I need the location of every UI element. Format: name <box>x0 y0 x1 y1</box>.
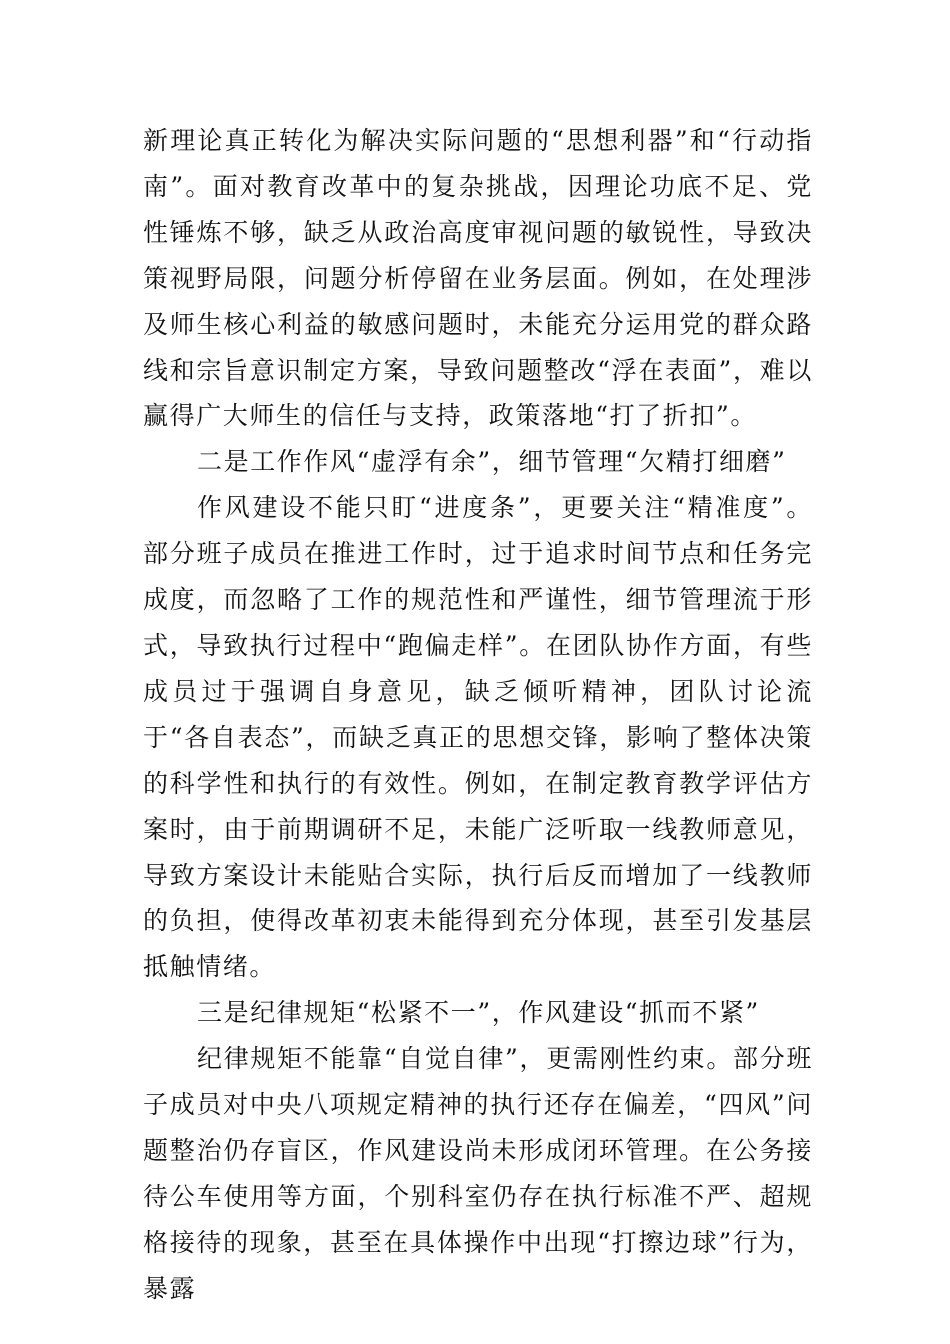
section-heading-2: 二是工作作风“虚浮有余”，细节管理“欠精打细磨” <box>197 447 787 477</box>
paragraph-section-3: 纪律规矩不能靠“自觉自律”，更需刚性约束。部分班子成员对中央八项规定精神的执行还存在偏差，“四风”问题整治仍存盲区，作风建设尚未形成闭环管理。在公务接待公车使用等方面，个别科室仍存在执行标准不严、超规格接待的现象，甚至在具体操作中出现“打擦边球”行为，暴露 <box>143 1044 813 1303</box>
paragraph-section-2: 作风建设不能只盯“进度条”，更要关注“精准度”。部分班子成员在推进工作时，过于追求时间节点和任务完成度，而忽略了工作的规范性和严谨性，细节管理流于形式，导致执行过程中“跑偏走样”。在团队协作方面，有些成员过于强调自身意见，缺乏倾听精神，团队讨论流于“各自表态”，而缺乏真正的思想交锋，影响了整体决策的科学性和执行的有效性。例如，在制定教育教学评估方案时，由于前期调研不足，未能广泛听取一线教师意见，导致方案设计未能贴合实际，执行后反而增加了一线教师的负担，使得改革初衷未能得到充分体现，甚至引发基层抵触情绪。 <box>143 493 813 982</box>
document-body <box>143 118 813 1312</box>
paragraph-continued: 新理论真正转化为解决实际问题的“思想利器”和“行动指南”。面对教育改革中的复杂挑战，因理论功底不足、党性锤炼不够，缺乏从政治高度审视问题的敏锐性，导致决策视野局限，问题分析停留在业务层面。例如，在处理涉及师生核心利益的敏感问题时，未能充分运用党的群众路线和宗旨意识制定方案，导致问题整改“浮在表面”，难以赢得广大师生的信任与支持，政策落地“打了折扣”。 <box>143 126 813 431</box>
section-heading-3: 三是纪律规矩“松紧不一”，作风建设“抓而不紧” <box>197 998 760 1028</box>
